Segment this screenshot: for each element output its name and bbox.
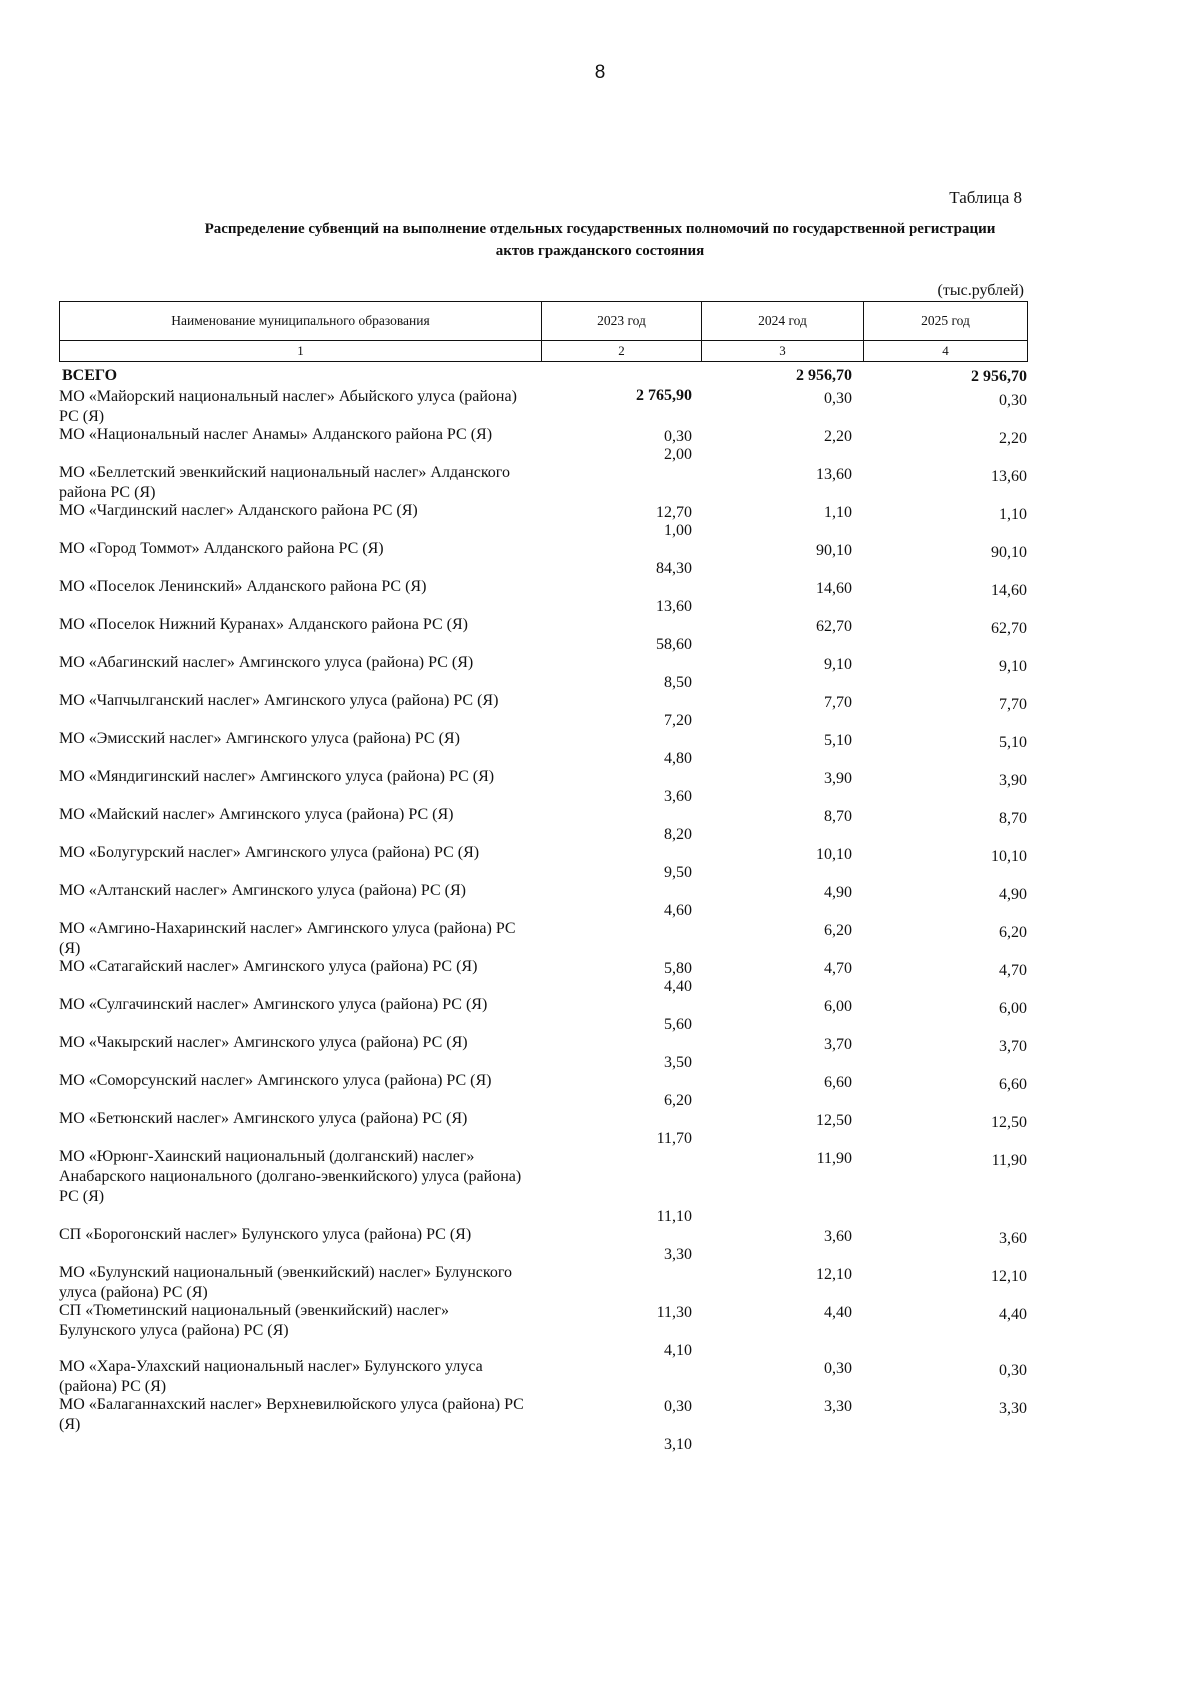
value-2024: 2 956,70: [796, 367, 852, 384]
row-name: МО «Абагинский наслег» Амгинского улуса (района) РС (Я): [59, 654, 474, 671]
value-2023: 1,00: [664, 522, 692, 539]
row-name: СП «Тюметинский национальный (эвенкийский) наслег» Булунского улуса (района) РС (Я): [59, 1302, 449, 1339]
table-row: [59, 577, 1027, 615]
value-2025: 8,70: [999, 810, 1027, 827]
value-2023: 3,10: [664, 1436, 692, 1453]
value-2024: 6,00: [824, 998, 852, 1015]
value-2025: 1,10: [999, 506, 1027, 523]
value-2025: 9,10: [999, 658, 1027, 675]
value-2024: 4,40: [824, 1304, 852, 1321]
row-name: МО «Эмисский наслег» Амгинского улуса (района) РС (Я): [59, 730, 460, 747]
row-name: МО «Мяндигинский наслег» Амгинского улуса (района) РС (Я): [59, 768, 495, 785]
title-line-1: Распределение субвенций на выполнение отдельных государственных полномочий по государственной регистрации: [204, 221, 996, 237]
row-name: МО «Чакырский наслег» Амгинского улуса (района) РС (Я): [59, 1034, 468, 1051]
value-2023: 13,60: [656, 598, 692, 615]
header-num-1: 1: [60, 341, 542, 362]
value-2023: 4,60: [664, 902, 692, 919]
value-2023: 0,30: [664, 428, 692, 445]
value-2024: 3,60: [824, 1228, 852, 1245]
row-name: МО «Амгино-Нахаринский наслег» Амгинского улуса (района) РС (Я): [59, 920, 516, 957]
value-2025: 62,70: [991, 620, 1027, 637]
row-name: МО «Балаганнахский наслег» Верхневилюйского улуса (района) РС (Я): [59, 1396, 524, 1433]
table-row: [59, 539, 1027, 577]
value-2025: 5,10: [999, 734, 1027, 751]
value-2023: 4,10: [664, 1342, 692, 1359]
value-2025: 3,70: [999, 1038, 1027, 1055]
value-2024: 12,50: [816, 1112, 852, 1129]
value-2024: 3,90: [824, 770, 852, 787]
table-row: [59, 881, 1027, 919]
value-2023: 3,50: [664, 1054, 692, 1071]
value-2024: 5,10: [824, 732, 852, 749]
value-2024: 4,70: [824, 960, 852, 977]
value-2025: 12,10: [991, 1268, 1027, 1285]
value-2025: 10,10: [991, 848, 1027, 865]
row-name: МО «Юрюнг-Хаинский национальный (долганский) наслег» Анабарского национального (долгано-эвенкийского) улуса (района) РС (Я): [59, 1148, 522, 1205]
value-2024: 62,70: [816, 618, 852, 635]
row-name: МО «Соморсунский наслег» Амгинского улуса (района) РС (Я): [59, 1072, 492, 1089]
table-row: [59, 995, 1027, 1033]
value-2025: 4,40: [999, 1306, 1027, 1323]
value-2025: 3,60: [999, 1230, 1027, 1247]
table-row: [59, 1225, 1027, 1263]
value-2024: 7,70: [824, 694, 852, 711]
value-2023: 5,80: [664, 960, 692, 977]
table-row: [59, 957, 1027, 995]
value-2025: 12,50: [991, 1114, 1027, 1131]
table-title: [60, 218, 1140, 262]
header-name: Наименование муниципального образования: [60, 302, 542, 341]
value-2025: 0,30: [999, 392, 1027, 409]
table-row: [59, 615, 1027, 653]
value-2024: 10,10: [816, 846, 852, 863]
table-row: [59, 1109, 1027, 1147]
value-2025: 3,30: [999, 1400, 1027, 1417]
row-name: МО «Поселок Нижний Куранах» Алданского района РС (Я): [59, 616, 468, 633]
header-num-3: 3: [702, 341, 864, 362]
value-2023: 58,60: [656, 636, 692, 653]
value-2025: 11,90: [991, 1152, 1027, 1169]
value-2024: 0,30: [824, 1360, 852, 1377]
table-row: [59, 653, 1027, 691]
value-2024: 0,30: [824, 390, 852, 407]
header-num-2: 2: [542, 341, 702, 362]
value-2023: 4,40: [664, 978, 692, 995]
table-label: Таблица 8: [949, 188, 1022, 207]
row-name: МО «Бетюнский наслег» Амгинского улуса (района) РС (Я): [59, 1110, 468, 1127]
table-row: [59, 843, 1027, 881]
value-2023: 11,70: [656, 1130, 692, 1147]
header-num-4: 4: [864, 341, 1028, 362]
value-2025: 4,90: [999, 886, 1027, 903]
header-2025: 2025 год: [864, 302, 1028, 341]
table-row: [59, 691, 1027, 729]
value-2024: 3,70: [824, 1036, 852, 1053]
table-row: [59, 425, 1027, 463]
value-2023: 12,70: [656, 504, 692, 521]
row-name: МО «Чагдинский наслег» Алданского района РС (Я): [59, 502, 418, 519]
value-2025: 7,70: [999, 696, 1027, 713]
row-name: МО «Болугурский наслег» Амгинского улуса (района) РС (Я): [59, 844, 480, 861]
row-name: МО «Город Томмот» Алданского района РС (Я): [59, 540, 384, 557]
row-name: МО «Сатагайский наслег» Амгинского улуса (района) РС (Я): [59, 958, 478, 975]
value-2024: 14,60: [816, 580, 852, 597]
value-2025: 14,60: [991, 582, 1027, 599]
row-name: МО «Майорский национальный наслег» Абыйского улуса (района) РС (Я): [59, 388, 517, 425]
table-row: [59, 805, 1027, 843]
value-2024: 12,10: [816, 1266, 852, 1283]
row-name: МО «Поселок Ленинский» Алданского района РС (Я): [59, 578, 427, 595]
table-row: [59, 1033, 1027, 1071]
row-name: МО «Национальный наслег Анамы» Алданского района РС (Я): [59, 426, 493, 443]
value-2024: 2,20: [824, 428, 852, 445]
row-name: МО «Хара-Улахский национальный наслег» Булунского улуса (района) РС (Я): [59, 1358, 483, 1395]
table-row: [59, 501, 1027, 539]
header-2023: 2023 год: [542, 302, 702, 341]
row-name: МО «Сулгачинский наслег» Амгинского улуса (района) РС (Я): [59, 996, 488, 1013]
value-2023: 8,50: [664, 674, 692, 691]
value-2025: 2,20: [999, 430, 1027, 447]
row-name: СП «Борогонский наслег» Булунского улуса (района) РС (Я): [59, 1226, 472, 1243]
value-2024: 1,10: [824, 504, 852, 521]
row-name: МО «Булунский национальный (эвенкийский) наслег» Булунского улуса (района) РС (Я): [59, 1264, 512, 1301]
table-row: [59, 1147, 1027, 1225]
value-2025: 6,60: [999, 1076, 1027, 1093]
value-2025: 2 956,70: [971, 368, 1027, 385]
value-2023: 4,80: [664, 750, 692, 767]
row-name: МО «Майский наслег» Амгинского улуса (района) РС (Я): [59, 806, 454, 823]
units-label: (тыс.рублей): [937, 282, 1024, 299]
page-number: 8: [594, 62, 606, 83]
value-2025: 0,30: [999, 1362, 1027, 1379]
value-2025: 3,90: [999, 772, 1027, 789]
value-2023: 2 765,90: [636, 387, 692, 404]
value-2023: 3,30: [664, 1246, 692, 1263]
value-2024: 9,10: [824, 656, 852, 673]
table-row: [59, 767, 1027, 805]
value-2023: 7,20: [664, 712, 692, 729]
header-2024: 2024 год: [702, 302, 864, 341]
value-2023: 8,20: [664, 826, 692, 843]
value-2024: 8,70: [824, 808, 852, 825]
value-2023: 5,60: [664, 1016, 692, 1033]
value-2023: 2,00: [664, 446, 692, 463]
title-line-2: актов гражданского состояния: [495, 243, 705, 259]
table-row: [59, 1395, 1027, 1453]
value-2024: 6,20: [824, 922, 852, 939]
value-2024: 13,60: [816, 466, 852, 483]
value-2024: 3,30: [824, 1398, 852, 1415]
value-2023: 11,30: [656, 1304, 692, 1321]
value-2025: 4,70: [999, 962, 1027, 979]
value-2025: 6,00: [999, 1000, 1027, 1017]
table-row: [59, 729, 1027, 767]
value-2023: 84,30: [656, 560, 692, 577]
value-2023: 0,30: [664, 1398, 692, 1415]
value-2023: 6,20: [664, 1092, 692, 1109]
table-header: [59, 301, 1028, 362]
value-2023: 11,10: [656, 1208, 692, 1225]
value-2025: 90,10: [991, 544, 1027, 561]
table-row: [59, 1301, 1027, 1357]
row-name: МО «Чапчылганский наслег» Амгинского улуса (района) РС (Я): [59, 692, 499, 709]
value-2024: 90,10: [816, 542, 852, 559]
table-body: [59, 366, 1027, 1453]
value-2024: 11,90: [816, 1150, 852, 1167]
value-2023: 3,60: [664, 788, 692, 805]
row-name: ВСЕГО: [62, 367, 118, 384]
row-name: МО «Алтанский наслег» Амгинского улуса (района) РС (Я): [59, 882, 466, 899]
value-2023: 9,50: [664, 864, 692, 881]
value-2024: 4,90: [824, 884, 852, 901]
value-2024: 6,60: [824, 1074, 852, 1091]
value-2025: 6,20: [999, 924, 1027, 941]
value-2025: 13,60: [991, 468, 1027, 485]
table-row: [59, 1071, 1027, 1109]
row-name: МО «Беллетский эвенкийский национальный наслег» Алданского района РС (Я): [59, 464, 510, 501]
